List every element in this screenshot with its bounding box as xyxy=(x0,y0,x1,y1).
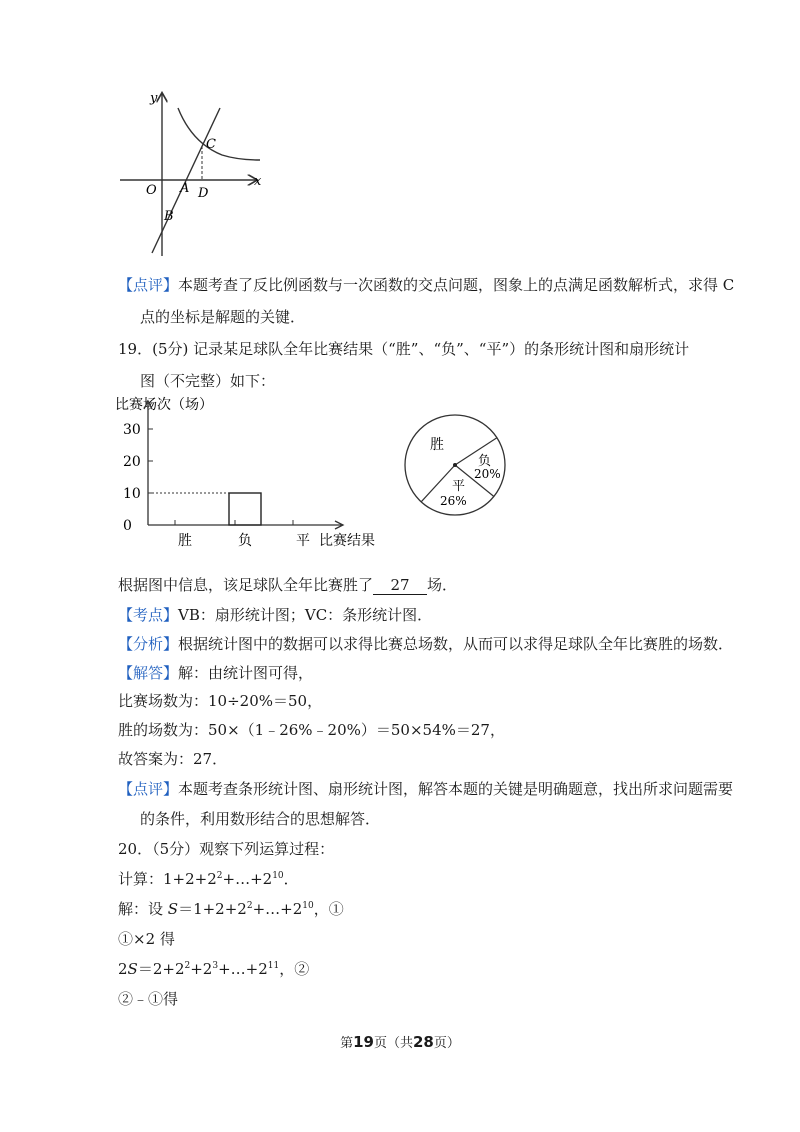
q20-l5-exp: 2 xyxy=(184,961,191,971)
q20-l5-part: ，② xyxy=(279,960,310,978)
q20-l2-part: 计算：1+2+2 xyxy=(118,870,217,888)
q20-l3-exp: 2 xyxy=(246,901,253,911)
fenxi-text: 根据统计图中的数据可以求得比赛总场数，从而可以求得足球队全年比赛胜的场数． xyxy=(178,635,734,653)
jieda-line2: 胜的场数为：50×（1﹣26%﹣20%）＝50×54%＝27， xyxy=(118,721,505,739)
footer-text: 第 xyxy=(340,1036,354,1051)
q20-l3-exp: 10 xyxy=(302,901,314,911)
q20-l3-part: ，① xyxy=(313,900,344,918)
comment2-text1: 本题考查条形统计图、扇形统计图，解答本题的关键是明确题意，找出所求问题需要 xyxy=(178,780,734,798)
q20-l2-part: +…+2 xyxy=(222,870,273,888)
answer-suffix: 场． xyxy=(427,576,458,594)
comment2-tag: 【点评】 xyxy=(118,780,179,798)
page-number: 19 xyxy=(353,1033,374,1051)
slice-label-win: 胜 xyxy=(430,437,444,453)
jieda-line xyxy=(118,662,313,683)
answer-prefix: 根据图中信息，该足球队全年比赛胜了 xyxy=(118,576,374,594)
slice-label-lose: 负 xyxy=(478,454,492,469)
q20-l2-exp: 2 xyxy=(216,871,223,881)
q20-line3 xyxy=(118,898,344,919)
y-axis-label: 比赛场次（场） xyxy=(115,397,213,413)
y-tick-label: 0 xyxy=(123,518,132,534)
q20-line4: ①×2 得 xyxy=(118,930,175,948)
footer-text: 页） xyxy=(433,1036,460,1051)
q20-line5 xyxy=(118,958,309,979)
q20-l5-part: 2 xyxy=(118,960,128,978)
slice-value-draw: 26% xyxy=(440,494,467,508)
fenxi-line xyxy=(118,633,733,654)
page-footer xyxy=(0,1032,800,1051)
answer-blank: 27 xyxy=(373,576,427,595)
comment1-text1: 本题考查了反比例函数与一次函数的交点问题，图象上的点满足函数解析式，求得 C xyxy=(178,276,735,294)
x-tick-label: 负 xyxy=(238,533,252,549)
jieda-tag: 【解答】 xyxy=(118,664,179,682)
jieda-line1: 比赛场数为：10÷20%＝50， xyxy=(118,692,323,710)
label-a: A xyxy=(180,181,190,196)
label-b: B xyxy=(164,209,174,224)
function-graph xyxy=(110,88,270,258)
label-d: D xyxy=(198,186,209,201)
label-o: O xyxy=(146,183,157,198)
x-tick-label: 胜 xyxy=(178,533,192,549)
bar-负 xyxy=(229,493,261,525)
y-tick-label: 20 xyxy=(123,454,141,470)
kaodian-line xyxy=(118,604,432,625)
q20-l3-part: ＝1+2+2 xyxy=(178,900,247,918)
jieda-text: 解：由统计图可得， xyxy=(178,664,314,682)
jieda-line3: 故答案为：27． xyxy=(118,750,228,768)
comment2-line1 xyxy=(118,778,733,799)
y-tick-label: 10 xyxy=(123,486,141,502)
comment1-line2: 点的坐标是解题的关键． xyxy=(140,308,306,326)
comment1-line1 xyxy=(118,274,734,295)
q20-l5-exp: 3 xyxy=(212,961,219,971)
q20-l3-part: +…+2 xyxy=(252,900,303,918)
label-y: y xyxy=(150,91,158,106)
label-c: C xyxy=(206,137,216,152)
q20-l2-part: ． xyxy=(283,870,299,888)
x-tick-label: 平 xyxy=(296,533,310,549)
fenxi-tag: 【分析】 xyxy=(118,635,179,653)
q19-answer xyxy=(118,574,457,595)
label-x: x xyxy=(254,174,262,189)
hyperbola-curve xyxy=(178,108,260,160)
q20-l5-part: ＝2+2 xyxy=(137,960,185,978)
bar-chart xyxy=(115,392,395,552)
kaodian-tag: 【考点】 xyxy=(118,606,179,624)
q20-l3-part: 解：设 xyxy=(118,900,168,918)
q20-l3-var: S xyxy=(167,900,179,918)
q20-line1: 20．（5分）观察下列运算过程： xyxy=(118,840,335,858)
pie-center xyxy=(453,463,457,467)
q19-line2: 图（不完整）如下： xyxy=(140,372,276,390)
kaodian-text: VB：扇形统计图；VC：条形统计图． xyxy=(178,606,433,624)
comment2-line2: 的条件，利用数形结合的思想解答． xyxy=(140,810,381,828)
q20-l5-part: +…+2 xyxy=(218,960,268,978)
footer-text: 页（共 xyxy=(373,1036,413,1051)
q20-l2-exp: 10 xyxy=(272,871,284,881)
comment1-tag: 【点评】 xyxy=(118,276,179,294)
q20-l5-var: S xyxy=(127,960,138,978)
q20-l5-exp: 11 xyxy=(267,961,280,971)
slice-label-draw: 平 xyxy=(452,479,466,494)
x-axis-label: 比赛结果 xyxy=(319,533,375,549)
q20-line2 xyxy=(118,868,299,889)
q19-line1: 19．(5分) 记录某足球队全年比赛结果（“胜”、“负”、“平”）的条形统计图和扇形统计 xyxy=(118,340,690,358)
y-tick-label: 30 xyxy=(123,422,141,438)
q20-l5-part: +2 xyxy=(190,960,213,978)
pie-chart xyxy=(400,405,520,525)
q20-line6: ②﹣①得 xyxy=(118,990,179,1008)
slice-value-lose: 20% xyxy=(474,467,501,481)
page-total: 28 xyxy=(413,1033,434,1051)
